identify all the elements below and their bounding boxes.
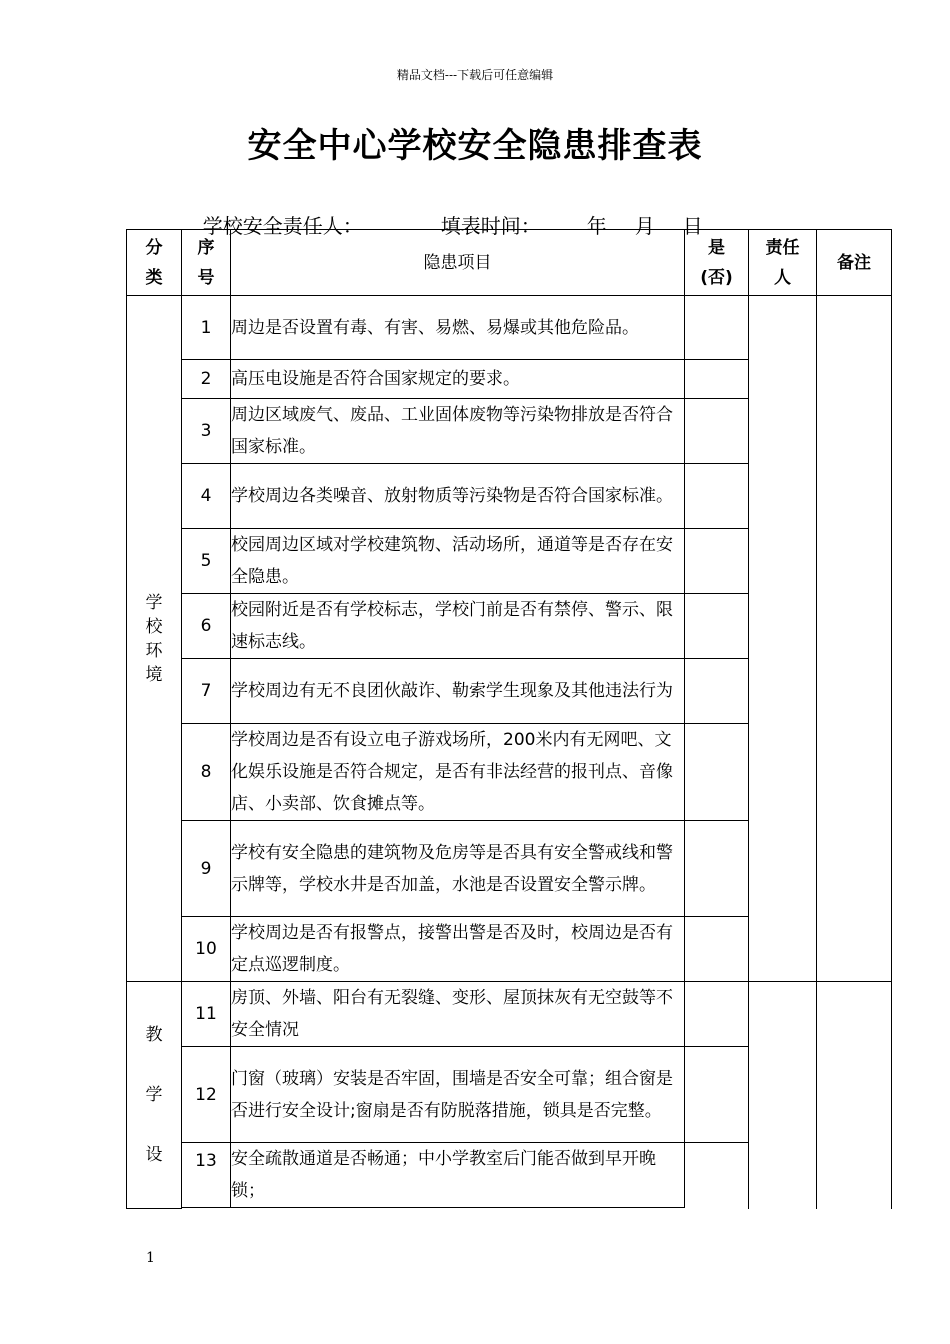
row-number: 11	[182, 982, 231, 1047]
yes-no-cell[interactable]	[685, 529, 749, 594]
table-header-row	[127, 230, 892, 296]
year-label: 年	[586, 214, 607, 238]
header-responsible: 责任 人	[749, 230, 817, 296]
responsible-label: 学校安全责任人：	[202, 214, 363, 238]
row-item: 周边是否设置有毒、有害、易燃、易爆或其他危险品。	[231, 296, 685, 360]
row-number: 6	[182, 594, 231, 659]
remarks-cell[interactable]	[817, 296, 892, 982]
row-number: 10	[182, 917, 231, 982]
header-category: 分 类	[127, 230, 182, 296]
row-number: 8	[182, 724, 231, 821]
row-number: 7	[182, 659, 231, 724]
header-number: 序 号	[182, 230, 231, 296]
row-item: 学校有安全隐患的建筑物及危房等是否具有安全警戒线和警示牌等，学校水井是否加盖，水池是否设置安全警示牌。	[231, 821, 685, 917]
yes-no-cell[interactable]	[685, 724, 749, 821]
yes-no-cell[interactable]	[685, 659, 749, 724]
row-item: 高压电设施是否符合国家规定的要求。	[231, 360, 685, 399]
header-item: 隐患项目	[231, 230, 685, 296]
remarks-cell[interactable]	[817, 982, 892, 1209]
yes-no-cell[interactable]	[685, 917, 749, 982]
row-number: 3	[182, 399, 231, 464]
row-number: 4	[182, 464, 231, 529]
yes-no-cell[interactable]	[685, 399, 749, 464]
category-school-environment: 学 校 环 境	[127, 296, 182, 982]
day-label: 日	[682, 214, 703, 238]
yes-no-cell[interactable]	[685, 296, 749, 360]
row-item: 学校周边是否有报警点，接警出警是否及时，校周边是否有定点巡逻制度。	[231, 917, 685, 982]
yes-no-cell[interactable]	[685, 821, 749, 917]
yes-no-cell[interactable]	[685, 360, 749, 399]
header-remarks: 备注	[817, 230, 892, 296]
row-item: 周边区域废气、废品、工业固体废物等污染物排放是否符合国家标准。	[231, 399, 685, 464]
responsible-cell[interactable]	[749, 982, 817, 1209]
row-item: 校园附近是否有学校标志，学校门前是否有禁停、警示、限速标志线。	[231, 594, 685, 659]
category-teaching-facilities: 教 学 设	[127, 982, 182, 1209]
yes-no-cell[interactable]	[685, 464, 749, 529]
fill-time-label: 填表时间：	[440, 214, 541, 238]
row-number: 5	[182, 529, 231, 594]
month-label: 月	[634, 214, 655, 238]
yes-no-cell[interactable]	[685, 1047, 749, 1143]
row-item: 学校周边各类噪音、放射物质等污染物是否符合国家标准。	[231, 464, 685, 529]
yes-no-cell[interactable]	[685, 1143, 749, 1208]
row-item: 房顶、外墙、阳台有无裂缝、变形、屋顶抹灰有无空鼓等不安全情况	[231, 982, 685, 1047]
hazard-check-table	[126, 229, 892, 1209]
row-number: 13	[182, 1143, 231, 1208]
row-item: 门窗（玻璃）安装是否牢固，围墙是否安全可靠；组合窗是否进行安全设计;窗扇是否有防脱落措施，锁具是否完整。	[231, 1047, 685, 1143]
row-item: 学校周边有无不良团伙敲诈、勒索学生现象及其他违法行为	[231, 659, 685, 724]
row-number: 12	[182, 1047, 231, 1143]
yes-no-cell[interactable]	[685, 594, 749, 659]
row-number: 9	[182, 821, 231, 917]
header-yes-no: 是 (否)	[685, 230, 749, 296]
table-row	[127, 296, 892, 360]
header-note: 精品文档---下载后可任意编辑	[396, 68, 554, 82]
responsible-cell[interactable]	[749, 296, 817, 982]
row-number: 2	[182, 360, 231, 399]
page-number: 1	[146, 1250, 155, 1266]
row-item: 安全疏散通道是否畅通；中小学教室后门能否做到早开晚锁；	[231, 1143, 685, 1208]
document-title: 安全中心学校安全隐患排查表	[247, 126, 703, 166]
row-item: 校园周边区域对学校建筑物、活动场所，通道等是否存在安全隐患。	[231, 529, 685, 594]
row-number: 1	[182, 296, 231, 360]
row-item: 学校周边是否有设立电子游戏场所，200米内有无网吧、文化娱乐设施是否符合规定，是否有非法经营的报刊点、音像店、小卖部、饮食摊点等。	[231, 724, 685, 821]
yes-no-cell[interactable]	[685, 982, 749, 1047]
table-row	[127, 982, 892, 1047]
